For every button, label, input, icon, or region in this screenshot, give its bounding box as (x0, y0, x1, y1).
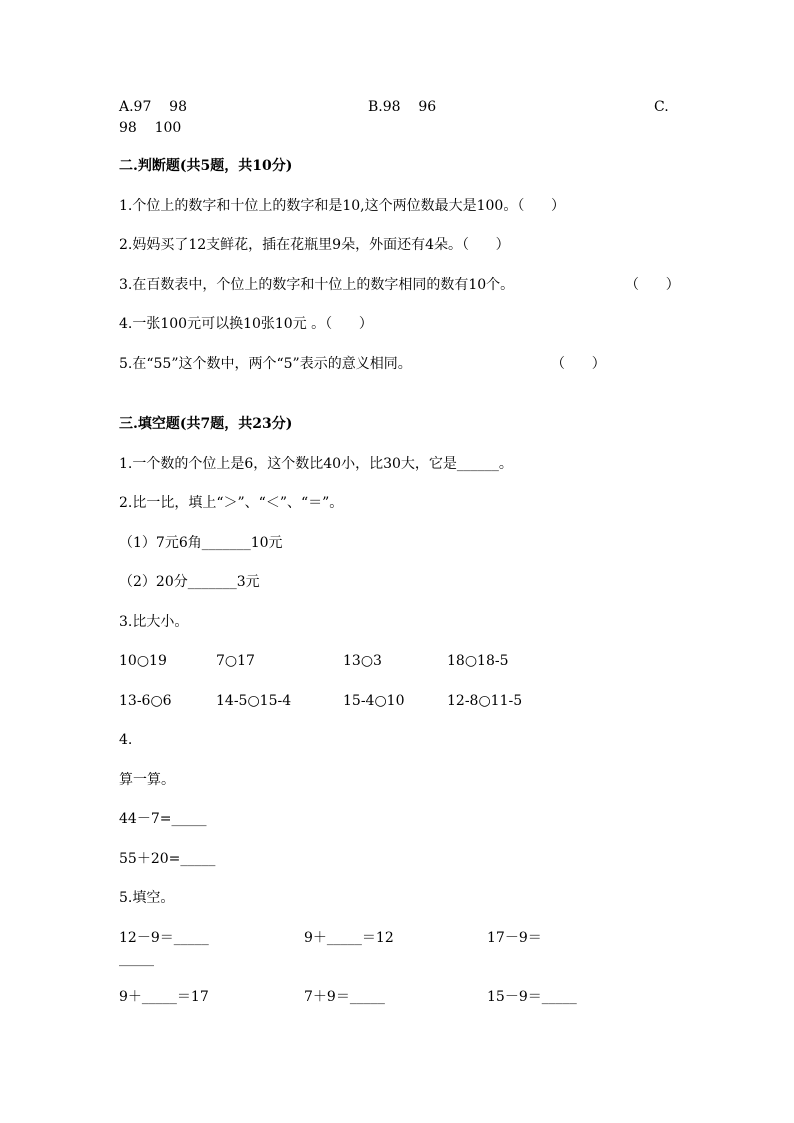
judge-item-3-bracket: （ ） (625, 277, 680, 293)
compare-item: 18○18-5 (447, 653, 509, 669)
judge-item-3: 3.在百数表中，个位上的数字和十位上的数字相同的数有10个。 (119, 277, 515, 293)
calc-item: 44－7=_____ (119, 811, 207, 827)
fill-blank-item: 17－9＝ (487, 930, 542, 946)
fill-q1: 1.一个数的个位上是6，这个数比40小，比30大，它是______。 (119, 456, 513, 472)
compare-item: 7○17 (216, 653, 255, 669)
fill-q3: 3.比大小。 (119, 614, 189, 630)
fill-blank-wrap: _____ (119, 951, 154, 967)
option-a: A.97 98 (119, 99, 187, 115)
judge-item-1: 1.个位上的数字和十位上的数字和是10,这个两位数最大是100。（ ） (119, 198, 566, 214)
compare-item: 12-8○11-5 (447, 693, 523, 709)
fill-blank-item: 15－9＝_____ (487, 989, 577, 1005)
compare-item: 14-5○15-4 (216, 693, 292, 709)
option-b: B.98 96 (368, 99, 437, 115)
fill-blank-item: 9＋_____＝12 (304, 930, 394, 946)
fill-q2-part1: （1）7元6角_______10元 (119, 535, 283, 551)
fill-q2: 2.比一比，填上“＞”、“＜”、“＝”。 (119, 495, 344, 511)
section2-heading: 二.判断题(共5题，共10分) (119, 158, 293, 174)
judge-item-2: 2.妈妈买了12支鲜花，插在花瓶里9朵，外面还有4朵。（ ） (119, 237, 510, 253)
judge-item-5: 5.在“55”这个数中，两个“5”表示的意义相同。 (119, 356, 412, 372)
compare-item: 13○3 (343, 653, 382, 669)
fill-q4-prompt: 算一算。 (119, 772, 175, 788)
fill-q5: 5.填空。 (119, 890, 175, 906)
calc-item: 55＋20=_____ (119, 851, 216, 867)
option-c-value: 98 100 (119, 120, 182, 136)
compare-item: 15-4○10 (343, 693, 405, 709)
compare-item: 10○19 (119, 653, 167, 669)
fill-q2-part2: （2）20分_______3元 (119, 574, 260, 590)
compare-item: 13-6○6 (119, 693, 172, 709)
fill-blank-item: 7＋9＝_____ (304, 989, 385, 1005)
judge-item-4: 4.一张100元可以换10张10元 。（ ） (119, 316, 373, 332)
fill-q4: 4. (119, 732, 133, 748)
judge-item-5-bracket: （ ） (551, 356, 606, 372)
option-c-label: C. (654, 99, 669, 115)
section3-heading: 三.填空题(共7题，共23分) (119, 416, 293, 432)
fill-blank-item: 9＋_____＝17 (119, 989, 209, 1005)
fill-blank-item: 12－9＝_____ (119, 930, 209, 946)
